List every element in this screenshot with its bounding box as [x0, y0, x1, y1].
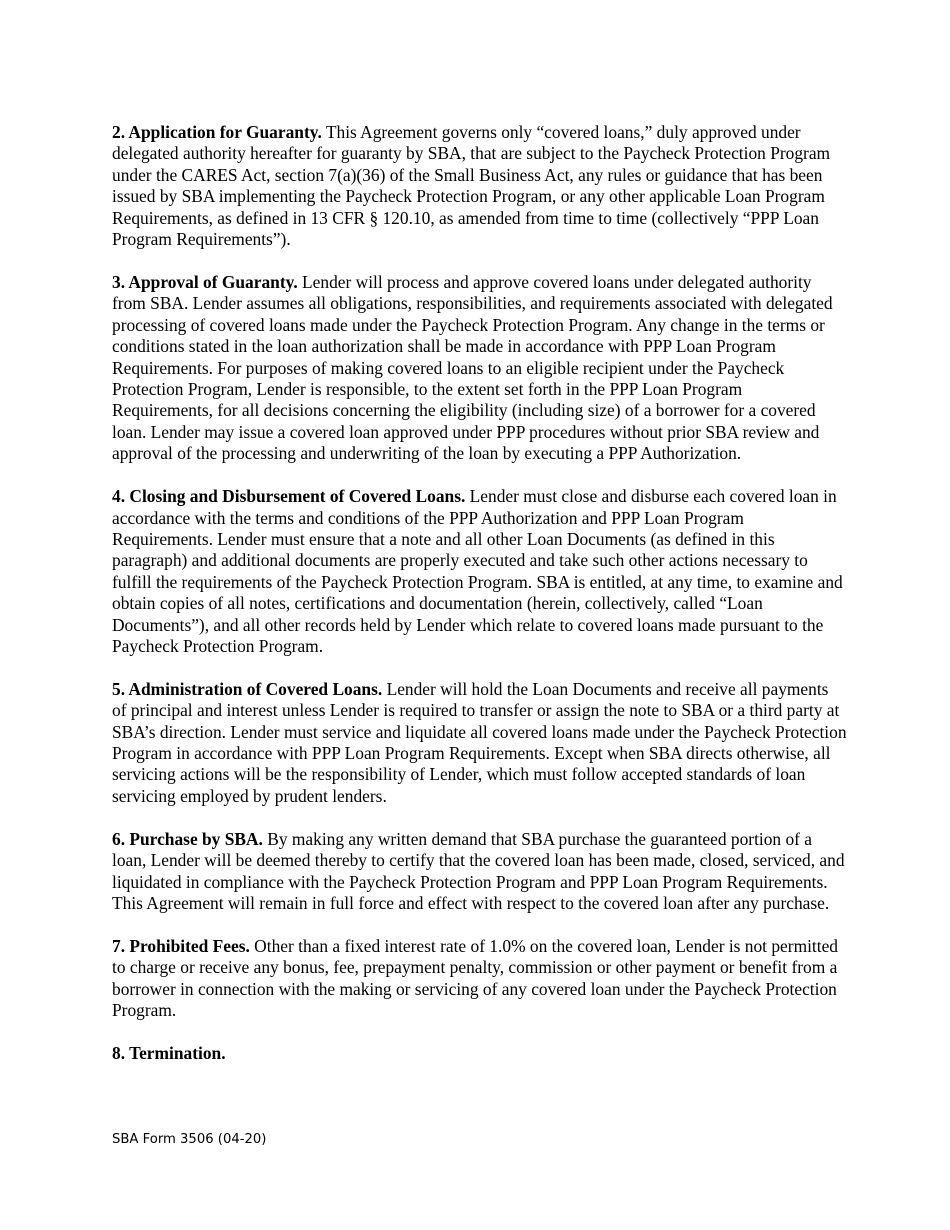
section-termination	[112, 1043, 847, 1064]
section-purchase-by-sba	[112, 829, 847, 915]
section-heading: 6. Purchase by SBA.	[112, 828, 263, 849]
section-administration-of-covered-loans	[112, 679, 847, 807]
section-body: Other than a fixed interest rate of 1.0% on the covered loan, Lender is not permitted to charge or receive any bonus, fee, prepayment penalty, commission or other payment or benefit from a borrower in connection with the making or servicing of any covered loan under the Paycheck Protection Program.	[112, 935, 839, 1021]
section-body: By making any written demand that SBA purchase the guaranteed portion of a loan, Lender will be deemed thereby to certify that the covered loan has been made, closed, serviced, and liquidated in compliance with the Paycheck Protection Program and PPP Loan Program Requirements. This Agreement will remain in full force and effect with respect to the covered loan after any purchase.	[112, 828, 845, 913]
section-heading: 4. Closing and Disbursement of Covered Loans.	[112, 486, 466, 507]
section-closing-and-disbursement	[112, 486, 847, 657]
section-application-for-guaranty	[112, 122, 847, 250]
section-prohibited-fees	[112, 936, 847, 1022]
section-heading: 7. Prohibited Fees.	[112, 935, 250, 956]
section-body: Lender will hold the Loan Documents and receive all payments of principal and interest unless Lender is required to transfer or assign the note to SBA or a third party at SBA’s direction. Lender must service and liquidate all covered loans made under the Paycheck Protection Program in accordance with PPP Loan Program Requirements. Except when SBA directs otherwise, all servicing actions will be the responsibility of Lender, which must follow accepted standards of loan servicing employed by prudent lenders.	[112, 678, 847, 806]
section-heading: 3. Approval of Guaranty.	[112, 271, 298, 292]
form-footer: SBA Form 3506 (04-20)	[112, 1132, 267, 1147]
document-page	[112, 122, 847, 1064]
section-heading: 2. Application for Guaranty.	[112, 122, 322, 142]
section-body: This Agreement governs only “covered loans,” duly approved under delegated authority hereafter for guaranty by SBA, that are subject to the Paycheck Protection Program under the CARES Act, section 7(a)(36) of the Small Business Act, any rules or guidance that has been issued by SBA implementing the Paycheck Protection Program, or any other applicable Loan Program Requirements, as defined in 13 CFR § 120.10, as amended from time to time (collectively “PPP Loan Program Requirements”).	[112, 122, 831, 250]
section-heading: 5. Administration of Covered Loans.	[112, 678, 383, 699]
section-heading: 8. Termination.	[112, 1043, 226, 1064]
section-body: Lender will process and approve covered loans under delegated authority from SBA. Lender assumes all obligations, responsibilities, and requirements associated with delegated processing of covered loans made under the Paycheck Protection Program. Any change in the terms or conditions stated in the loan authorization shall be made in accordance with PPP Loan Program Requirements. For purposes of making covered loans to an eligible recipient under the Paycheck Protection Program, Lender is responsible, to the extent set forth in the PPP Loan Program Requirements, for all decisions concerning the eligibility (including size) of a borrower for a covered loan. Lender may issue a covered loan approved under PPP procedures without prior SBA review and approval of the processing and underwriting of the loan by executing a PPP Authorization.	[112, 271, 833, 464]
section-body: Lender must close and disburse each covered loan in accordance with the terms and conditions of the PPP Authorization and PPP Loan Program Requirements. Lender must ensure that a note and all other Loan Documents (as defined in this paragraph) and additional documents are properly executed and take such other actions necessary to fulfill the requirements of the Paycheck Protection Program. SBA is entitled, at any time, to examine and obtain copies of all notes, certifications and documentation (herein, collectively, called “Loan Documents”), and all other records held by Lender which relate to covered loans made pursuant to the Paycheck Protection Program.	[112, 486, 843, 656]
section-approval-of-guaranty	[112, 272, 847, 465]
